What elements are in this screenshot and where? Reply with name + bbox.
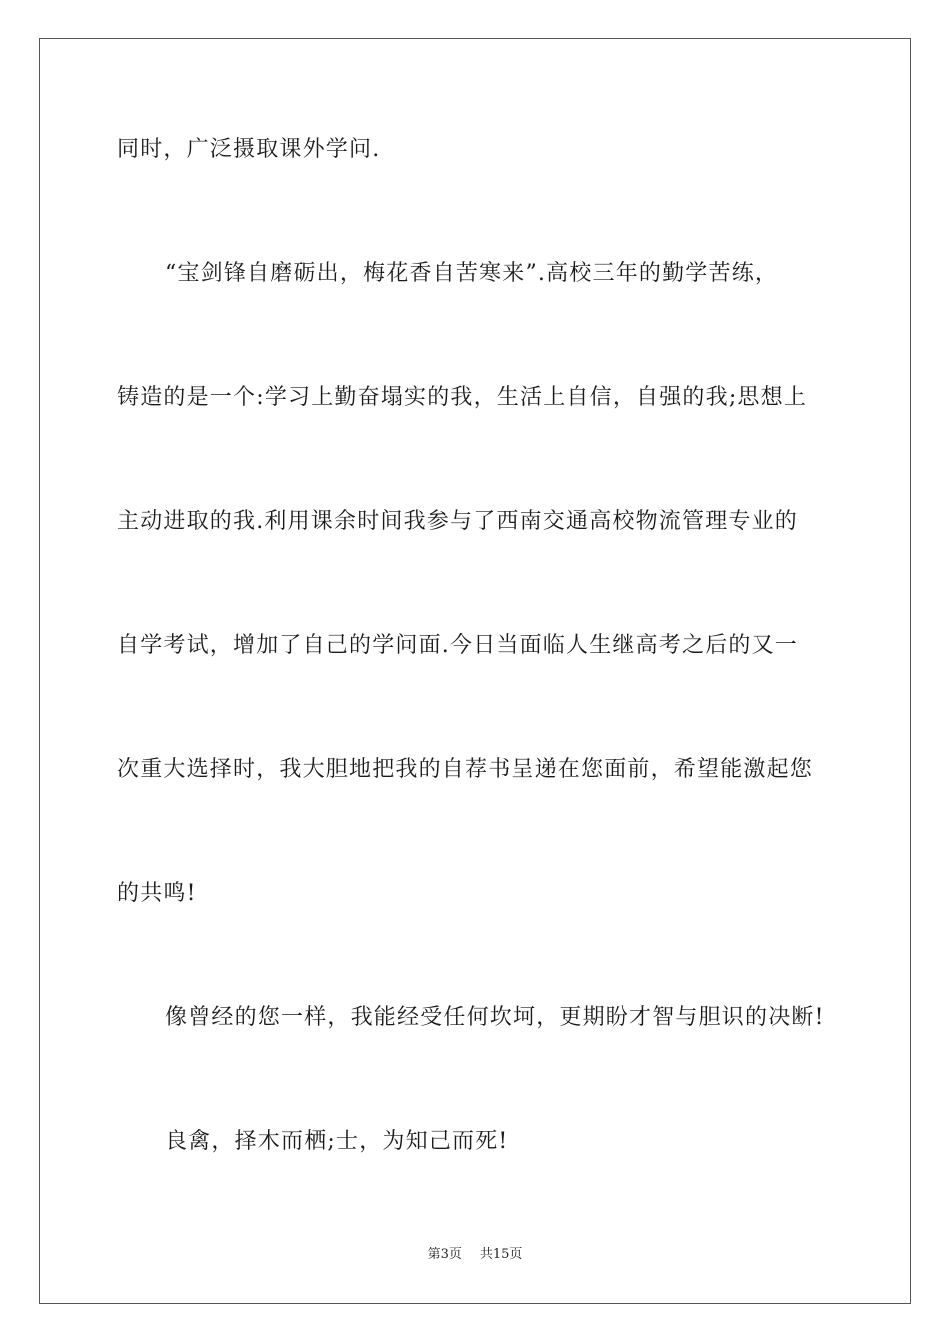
- page-footer: [0, 1246, 950, 1264]
- page-number: 第3页: [427, 1247, 462, 1262]
- text-line-9: 良禽，择木而栖;士，为知己而死!: [165, 1129, 509, 1154]
- text-line-1: 同时，广泛摄取课外学问.: [117, 137, 381, 162]
- text-line-4: 主动进取的我.利用课余时间我参与了西南交通高校物流管理专业的: [117, 509, 798, 534]
- page-border: [39, 38, 911, 1304]
- text-line-2: “宝剑锋自磨砺出，梅花香自苦寒来”.高校三年的勤学苦练，: [165, 261, 779, 286]
- text-line-5: 自学考试，增加了自己的学问面.今日当面临人生继高考之后的又一: [117, 633, 798, 658]
- text-line-8: 像曾经的您一样，我能经受任何坎坷，更期盼才智与胆识的决断!: [165, 1005, 825, 1030]
- text-line-3: 铸造的是一个:学习上勤奋塌实的我，生活上自信，自强的我;思想上: [117, 385, 808, 410]
- total-pages: 共15页: [479, 1247, 523, 1262]
- text-line-6: 次重大选择时，我大胆地把我的自荐书呈递在您面前，希望能激起您: [117, 757, 814, 782]
- text-line-7: 的共鸣!: [117, 881, 197, 906]
